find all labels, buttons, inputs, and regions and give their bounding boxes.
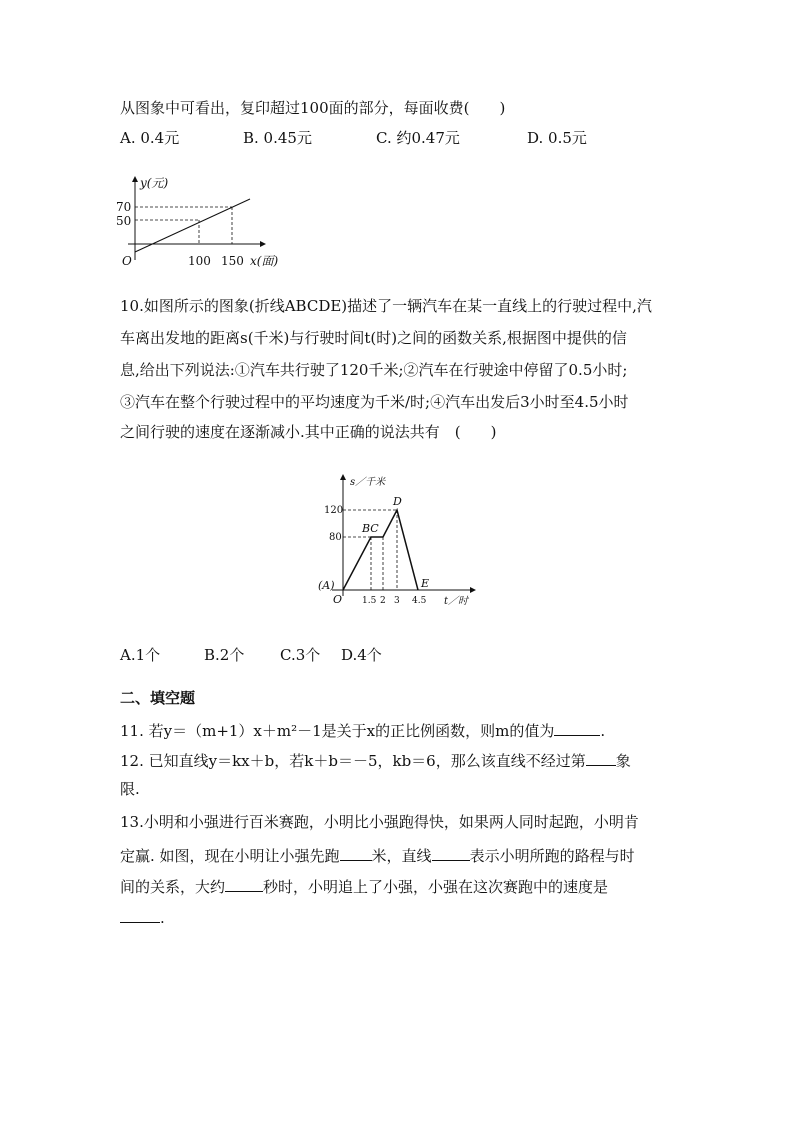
q10-line-2: 车离出发地的距离s(千米)与行驶时间t(时)之间的函数关系,根据图中提供的信 xyxy=(120,329,627,347)
q10-line-4: ③汽车在整个行驶过程中的平均速度为千米/时;④汽车出发后3小时至4.5小时 xyxy=(120,393,629,411)
q13-line-4-end: . xyxy=(160,909,165,927)
fig2-point-bc: BC xyxy=(362,522,379,535)
fig1-x-tick-100: 100 xyxy=(188,254,211,268)
figure-car-travel-graph xyxy=(312,472,482,612)
fig2-point-e: E xyxy=(421,577,430,590)
q13-line-3-part-a: 间的关系，大约 xyxy=(120,878,226,896)
q13-speed-blank[interactable] xyxy=(120,906,160,923)
fig2-broken-line-abcde xyxy=(343,510,418,590)
fig1-y-arrow xyxy=(132,176,138,182)
fig2-point-a: (A) xyxy=(318,579,335,592)
q11-answer-blank[interactable] xyxy=(554,719,600,736)
q13-line-2-part-c: 表示小明所跑的路程与时 xyxy=(469,847,635,865)
q9-stem: 从图象中可看出，复印超过100面的部分，每面收费( ) xyxy=(120,99,506,117)
fig2-x-tick-4-5: 4.5 xyxy=(412,596,427,606)
q12-text: 12. 已知直线y＝kx＋b，若k＋b＝－5，kb＝6，那么该直线不经过第 xyxy=(120,752,586,770)
q13-head-start-blank[interactable] xyxy=(340,844,372,861)
fig1-x-arrow xyxy=(260,241,266,247)
q13-line-4 xyxy=(120,906,165,928)
q13-line-1: 13.小明和小强进行百米赛跑，小明比小强跑得快，如果两人同时起跑，小明肯 xyxy=(120,813,639,831)
fig2-y-arrow xyxy=(340,474,346,480)
q10-line-1: 10.如图所示的图象(折线ABCDE)描述了一辆汽车在某一直线上的行驶过程中,汽 xyxy=(120,297,652,315)
fig2-x-arrow xyxy=(470,587,476,593)
fig1-x-tick-150: 150 xyxy=(221,254,244,268)
q13-line-3-part-b: 秒时，小明追上了小强，小强在这次赛跑中的速度是 xyxy=(263,878,609,896)
q13-line-2-part-a: 定赢. 如图，现在小明让小强先跑 xyxy=(120,847,340,865)
fig1-x-label: x(面) xyxy=(250,254,279,268)
fig1-origin: O xyxy=(122,254,132,268)
q12-line-2: 限. xyxy=(120,780,140,798)
fig1-y-label: y(元) xyxy=(140,176,169,190)
section-fill-in-blank-title: 二、填空题 xyxy=(120,689,196,707)
fig2-y-tick-120: 120 xyxy=(324,505,344,516)
fig1-y-tick-50: 50 xyxy=(116,214,132,228)
q10-option-d: D.4个 xyxy=(341,646,382,664)
fig1-y-tick-70: 70 xyxy=(116,200,132,214)
q9-option-d: D. 0.5元 xyxy=(527,129,587,147)
fig2-x-tick-2: 2 xyxy=(380,596,386,606)
fig2-y-label: s／千米 xyxy=(350,477,386,488)
q13-line-2 xyxy=(120,844,635,866)
fig2-origin: O xyxy=(333,593,343,606)
q9-option-b: B. 0.45元 xyxy=(243,129,312,147)
fig2-point-d: D xyxy=(393,495,402,508)
q12-answer-blank[interactable] xyxy=(586,749,616,766)
q13-line-blank[interactable] xyxy=(432,844,470,861)
q13-line-2-part-b: 米，直线 xyxy=(371,847,432,865)
q11-end: . xyxy=(600,722,606,740)
q13-line-3 xyxy=(120,875,608,897)
q10-option-c: C.3个 xyxy=(280,646,321,664)
q10-option-b: B.2个 xyxy=(204,646,245,664)
q10-line-5: 之间行驶的速度在逐渐减小.其中正确的说法共有 ( ) xyxy=(120,423,497,441)
fig2-x-tick-3: 3 xyxy=(394,596,400,606)
q10-option-a: A.1个 xyxy=(120,646,161,664)
q12-end: 象 xyxy=(615,752,631,770)
q10-line-3: 息,给出下列说法:①汽车共行驶了120千米;②汽车在行驶途中停留了0.5小时; xyxy=(120,361,628,379)
q12-line-1 xyxy=(120,749,631,771)
q11-line xyxy=(120,719,605,741)
q9-option-a: A. 0.4元 xyxy=(120,129,180,147)
figure-copy-cost-graph xyxy=(110,172,300,272)
fig2-y-tick-80: 80 xyxy=(329,532,342,543)
q11-text: 11. 若y＝（m+1）x＋m²－1是关于x的正比例函数，则m的值为 xyxy=(120,722,555,740)
q13-time-blank[interactable] xyxy=(225,875,263,892)
fig2-x-label: t／时 xyxy=(444,596,469,607)
q9-option-c: C. 约0.47元 xyxy=(376,129,460,147)
fig2-x-tick-1-5: 1.5 xyxy=(362,596,377,606)
